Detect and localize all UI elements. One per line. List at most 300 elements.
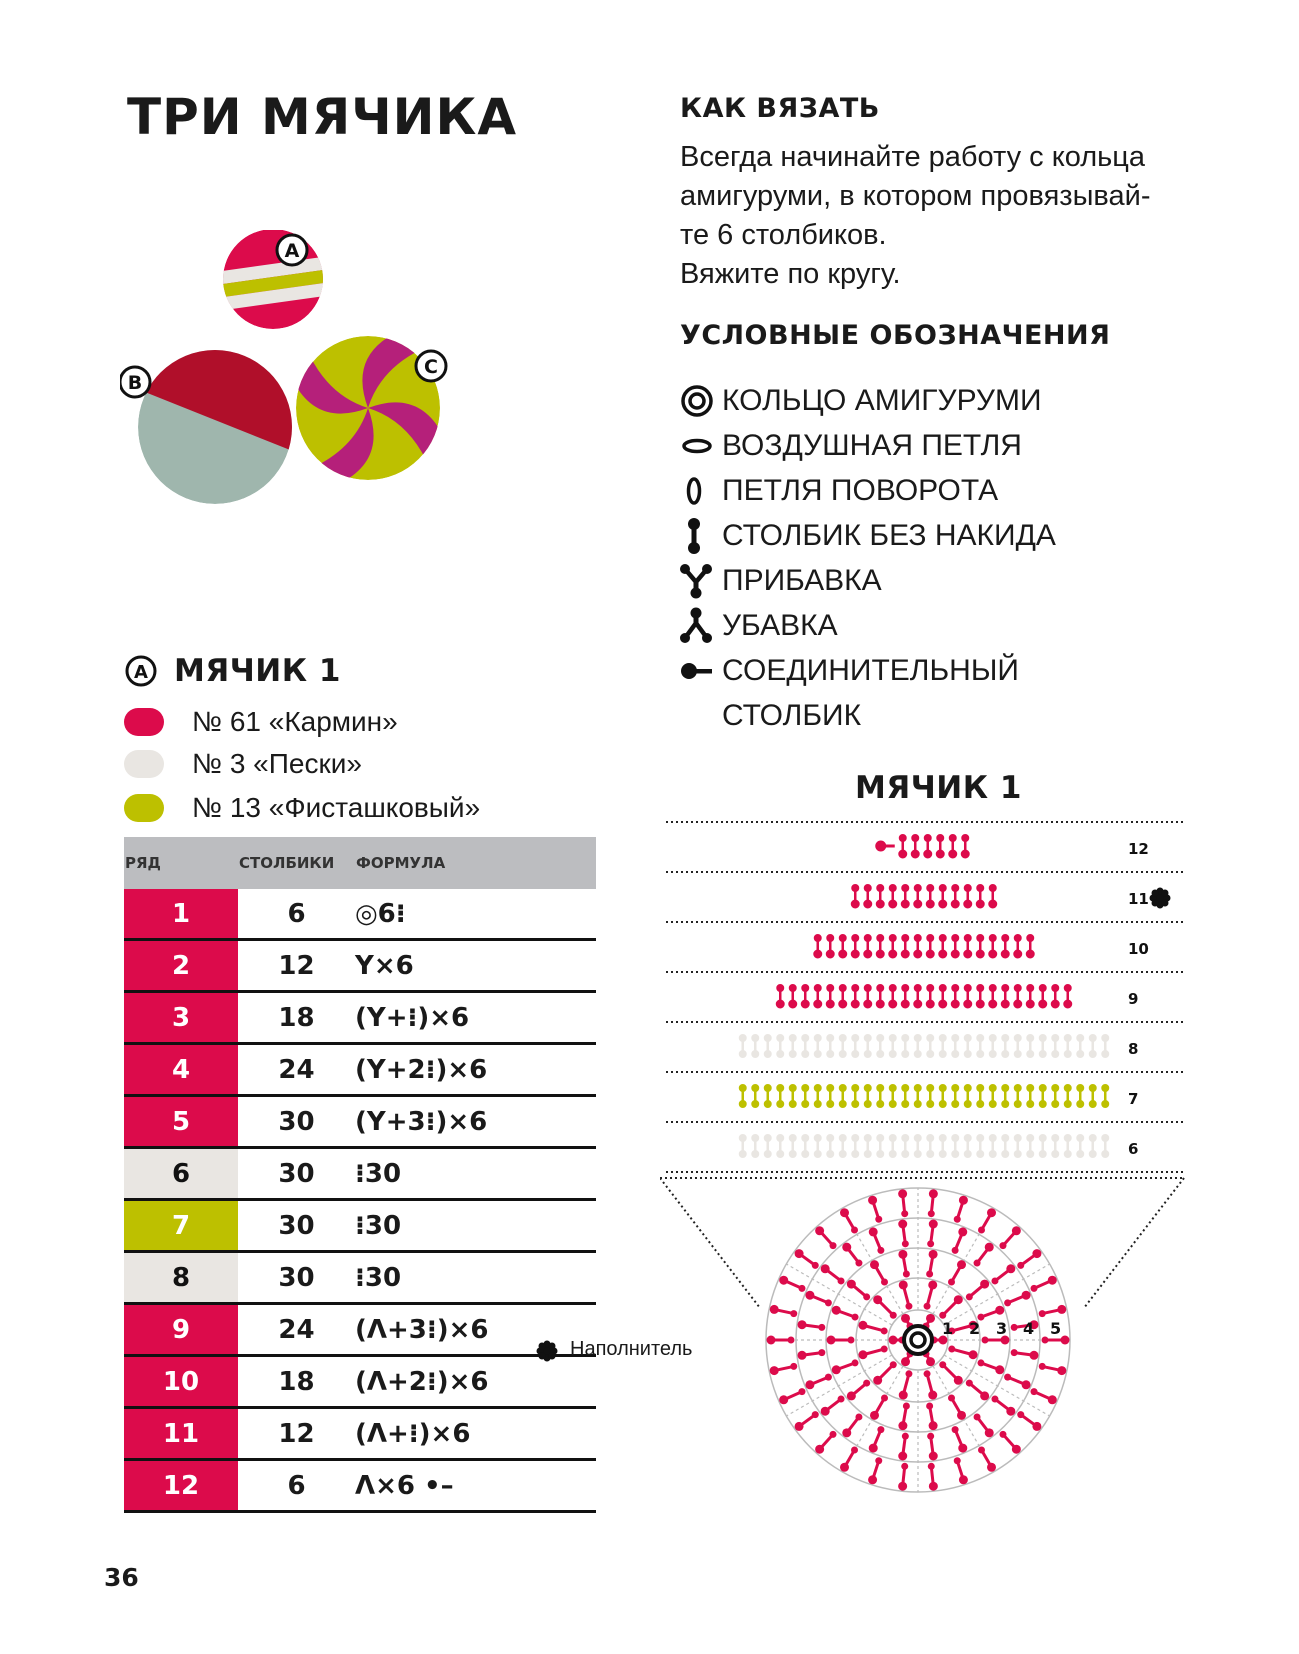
header-row: РЯД bbox=[124, 837, 238, 889]
stitch-dot bbox=[1064, 1151, 1071, 1158]
table-row bbox=[124, 1460, 596, 1512]
stitch-dot bbox=[1102, 1151, 1109, 1158]
table-row bbox=[124, 1044, 596, 1096]
pattern-table bbox=[124, 837, 596, 1513]
row-number: 9 bbox=[124, 1304, 238, 1356]
stitch-dot bbox=[902, 1051, 909, 1058]
stitch-dot bbox=[1027, 1051, 1034, 1058]
round-stitch bbox=[869, 1426, 885, 1452]
ball-a bbox=[209, 230, 343, 329]
stitch-dot bbox=[814, 1151, 821, 1158]
stitch-dot bbox=[902, 1151, 909, 1158]
badge-c-label: C bbox=[424, 356, 438, 378]
stitch-dot bbox=[801, 1000, 809, 1008]
round-stitch bbox=[821, 1264, 845, 1284]
stitch-row bbox=[876, 835, 970, 859]
stitch-dot bbox=[951, 1000, 959, 1008]
round-stitch bbox=[1031, 1388, 1057, 1404]
round-stitch bbox=[898, 1433, 909, 1461]
stitch-dot bbox=[1051, 1000, 1059, 1008]
stitch-dot bbox=[1039, 1101, 1046, 1108]
stitch-dot bbox=[926, 900, 934, 908]
how-to-line: Всегда начинайте работу с кольца bbox=[680, 141, 1146, 173]
yarn-swatch bbox=[124, 750, 164, 778]
stitch-dot bbox=[877, 1101, 884, 1108]
stitch-dot bbox=[889, 1000, 897, 1008]
badge-a-label: A bbox=[284, 240, 300, 262]
round-stitch bbox=[898, 1250, 909, 1278]
center-ring bbox=[904, 1326, 932, 1354]
yarn-swatch bbox=[124, 794, 164, 822]
slip-stitch-icon bbox=[680, 650, 722, 692]
stitch-dot bbox=[1064, 1000, 1072, 1008]
stitch-dot bbox=[939, 1151, 946, 1158]
round-stitch bbox=[978, 1446, 996, 1471]
yarn-label: № 3 «Пески» bbox=[192, 748, 362, 779]
stitch-dot bbox=[901, 900, 909, 908]
round-stitch bbox=[870, 1260, 888, 1285]
round-stitch bbox=[948, 1395, 966, 1420]
stitch-dot bbox=[977, 1051, 984, 1058]
turning-chain-icon bbox=[680, 470, 722, 512]
stitch-dot bbox=[1014, 1051, 1021, 1058]
stitch-dot bbox=[752, 1151, 759, 1158]
round-stitch bbox=[1017, 1411, 1041, 1431]
stitch-count: 30 bbox=[238, 1148, 355, 1200]
stitch-dot bbox=[911, 850, 919, 858]
round-stitch bbox=[928, 1463, 938, 1491]
stitch-row bbox=[776, 985, 1072, 1009]
round-stitch bbox=[1017, 1249, 1041, 1269]
stitch-dot bbox=[952, 1101, 959, 1108]
row-label: 6 bbox=[1128, 1140, 1139, 1158]
round-stitch bbox=[898, 1402, 909, 1430]
stitch-count: 6 bbox=[238, 1460, 355, 1512]
stitch-dot bbox=[1039, 1000, 1047, 1008]
round-stitch bbox=[974, 1243, 994, 1267]
ball1-title: МЯЧИК 1 bbox=[174, 653, 341, 689]
legend-item bbox=[680, 468, 1056, 513]
stitch-dot bbox=[827, 1051, 834, 1058]
round-stitch bbox=[798, 1320, 826, 1331]
ball1-heading bbox=[124, 653, 341, 689]
table-row bbox=[124, 992, 596, 1044]
legend-item bbox=[680, 513, 1056, 558]
header-formula: ФОРМУЛА bbox=[355, 837, 596, 889]
round-stitch bbox=[770, 1363, 798, 1375]
yarn-label: № 13 «Фисташковый» bbox=[192, 792, 481, 823]
stitch-dot bbox=[939, 950, 947, 958]
table-row bbox=[124, 1096, 596, 1148]
stitch-dot bbox=[764, 1151, 771, 1158]
stitch-dot bbox=[889, 1051, 896, 1058]
stitch-count: 6 bbox=[238, 889, 355, 940]
stitch-dot bbox=[939, 1101, 946, 1108]
round-stitch bbox=[926, 1250, 937, 1278]
formula: ⁝30 bbox=[355, 1148, 596, 1200]
stitch-dot bbox=[926, 1000, 934, 1008]
round-stitch bbox=[805, 1291, 831, 1307]
round-stitch bbox=[926, 1402, 937, 1430]
stitch-dot bbox=[1052, 1101, 1059, 1108]
round-stitch bbox=[842, 1413, 862, 1437]
stitch-dot bbox=[1027, 1101, 1034, 1108]
how-to-line: те 6 столбиков. bbox=[680, 219, 887, 251]
stitch-dot bbox=[889, 950, 897, 958]
stitch-dot bbox=[889, 1101, 896, 1108]
round-stitch bbox=[991, 1396, 1015, 1416]
stitch-dot bbox=[826, 950, 834, 958]
stitch-dot bbox=[939, 1051, 946, 1058]
round-stitch bbox=[939, 1295, 963, 1319]
stitch-dot bbox=[1089, 1051, 1096, 1058]
stitch-dot bbox=[952, 1151, 959, 1158]
stitch-count: 30 bbox=[238, 1096, 355, 1148]
round-stitch bbox=[898, 1220, 909, 1248]
formula: ⁝30 bbox=[355, 1200, 596, 1252]
balls-illustration bbox=[120, 230, 480, 530]
stitch-dot bbox=[1001, 1000, 1009, 1008]
how-to-line: амигуруми, в котором провязывай- bbox=[680, 180, 1151, 212]
stitch-dot bbox=[901, 1000, 909, 1008]
round-stitch bbox=[977, 1359, 1004, 1374]
stitch-dot bbox=[914, 1051, 921, 1058]
badge-a-icon bbox=[124, 654, 158, 688]
stitch-dot bbox=[1002, 1101, 1009, 1108]
row-label: 9 bbox=[1128, 990, 1139, 1008]
stitch-dot bbox=[827, 1101, 834, 1108]
stitch-dot bbox=[989, 1000, 997, 1008]
stitch-dot bbox=[802, 1101, 809, 1108]
stitch-row bbox=[814, 935, 1035, 959]
round-stitch bbox=[928, 1189, 938, 1217]
ring-number: 2 bbox=[969, 1319, 981, 1338]
filler-icon bbox=[536, 1340, 558, 1362]
round-stitch bbox=[899, 1370, 913, 1399]
stitch-dot bbox=[814, 1051, 821, 1058]
ring-number: 1 bbox=[942, 1319, 954, 1338]
stitch-dot bbox=[864, 1051, 871, 1058]
stitch-dot bbox=[777, 1151, 784, 1158]
round-stitch bbox=[966, 1380, 989, 1401]
round-stitch bbox=[927, 1433, 938, 1461]
stitch-dot bbox=[752, 1101, 759, 1108]
stitch-dot bbox=[852, 1151, 859, 1158]
formula: (Y+⁝)×6 bbox=[355, 992, 596, 1044]
legend-label: УБАВКА bbox=[722, 608, 838, 642]
stitch-dot bbox=[827, 1151, 834, 1158]
stitch-dot bbox=[851, 950, 859, 958]
row-label: 11 bbox=[1128, 890, 1149, 908]
stitch-dot bbox=[826, 1000, 834, 1008]
table-header bbox=[124, 837, 596, 889]
stitch-dot bbox=[964, 900, 972, 908]
stitch-dot bbox=[1002, 1151, 1009, 1158]
stitch-dot bbox=[777, 1051, 784, 1058]
ring-number: 3 bbox=[996, 1319, 1008, 1338]
round-stitch bbox=[827, 1336, 855, 1345]
stitch-dot bbox=[814, 950, 822, 958]
round-stitch bbox=[1004, 1291, 1030, 1307]
stitch-dot bbox=[989, 950, 997, 958]
stitch-dot bbox=[989, 1101, 996, 1108]
yarn-item bbox=[124, 792, 480, 824]
filler-note: Наполнитель bbox=[570, 1338, 693, 1360]
row-number: 1 bbox=[124, 889, 238, 940]
stitch-dot bbox=[764, 1101, 771, 1108]
row-number: 6 bbox=[124, 1148, 238, 1200]
stitch-dot bbox=[1064, 1051, 1071, 1058]
round-stitch bbox=[991, 1264, 1015, 1284]
stitch-dot bbox=[902, 1101, 909, 1108]
stitch-dot bbox=[924, 850, 932, 858]
round-stitch bbox=[869, 1227, 885, 1253]
diagram-title: МЯЧИК 1 bbox=[855, 770, 1022, 806]
row-label: 10 bbox=[1128, 940, 1149, 958]
legend-label: СТОЛБИК bbox=[722, 698, 862, 732]
stitch-dot bbox=[864, 950, 872, 958]
legend-item bbox=[680, 423, 1056, 468]
stitch-dot bbox=[1052, 1151, 1059, 1158]
table-row bbox=[124, 1252, 596, 1304]
stitch-dot bbox=[1052, 1051, 1059, 1058]
stitch-dot bbox=[939, 1000, 947, 1008]
stitch-dot bbox=[977, 1101, 984, 1108]
round-stitch bbox=[868, 1457, 882, 1484]
table-row bbox=[124, 940, 596, 992]
round-stitch bbox=[847, 1380, 870, 1401]
row-number: 2 bbox=[124, 940, 238, 992]
round-stitch bbox=[840, 1208, 858, 1233]
badge-b bbox=[120, 367, 150, 397]
stitch-dot bbox=[839, 1051, 846, 1058]
stitch-dot bbox=[1026, 950, 1034, 958]
stitch-count: 30 bbox=[238, 1252, 355, 1304]
stitch-dot bbox=[936, 850, 944, 858]
table-row bbox=[124, 1148, 596, 1200]
formula: (Y+2⁝)×6 bbox=[355, 1044, 596, 1096]
round-stitch bbox=[873, 1295, 897, 1319]
stitch-dot bbox=[927, 1101, 934, 1108]
svg-text:A: A bbox=[134, 662, 148, 683]
stitch-dot bbox=[914, 1151, 921, 1158]
stitch-dot bbox=[964, 1151, 971, 1158]
round-stitch bbox=[924, 1370, 938, 1399]
stitch-dot bbox=[926, 950, 934, 958]
stitch-dot bbox=[739, 1151, 746, 1158]
stitch-dot bbox=[889, 900, 897, 908]
row-number: 10 bbox=[124, 1356, 238, 1408]
stitch-dot bbox=[851, 1000, 859, 1008]
stitch-dot bbox=[1064, 1101, 1071, 1108]
stitch-dot bbox=[976, 1000, 984, 1008]
stitch-dot bbox=[964, 1101, 971, 1108]
magic-ring-icon bbox=[680, 380, 722, 422]
page-number: 36 bbox=[104, 1563, 139, 1592]
round-stitch bbox=[898, 1463, 908, 1491]
round-stitch bbox=[832, 1306, 859, 1321]
stitch-dot bbox=[864, 1151, 871, 1158]
stitch-dot bbox=[814, 1000, 822, 1008]
funnel-line-left bbox=[660, 1178, 760, 1308]
legend-item bbox=[680, 648, 1056, 693]
stitch-dot bbox=[752, 1051, 759, 1058]
single-crochet-icon bbox=[680, 515, 722, 557]
stitch-dot bbox=[839, 1000, 847, 1008]
table-row bbox=[124, 1356, 596, 1408]
round-stitch bbox=[832, 1359, 859, 1374]
legend-item bbox=[680, 378, 1056, 423]
yarn-swatch bbox=[124, 708, 164, 736]
legend-label: СОЕДИНИТЕЛЬНЫЙ bbox=[722, 653, 1019, 687]
legend-label: СТОЛБИК БЕЗ НАКИДА bbox=[722, 518, 1056, 552]
stitch-dot bbox=[1014, 1151, 1021, 1158]
stitch-dot bbox=[1039, 1151, 1046, 1158]
row-number: 11 bbox=[124, 1408, 238, 1460]
stitch-dot bbox=[951, 950, 959, 958]
round-stitch bbox=[939, 1361, 963, 1385]
stitch-dot bbox=[851, 900, 859, 908]
stitch-dot bbox=[1027, 1151, 1034, 1158]
formula: ◎6⁝ bbox=[355, 889, 596, 940]
stitch-dot bbox=[989, 900, 997, 908]
stitch-row bbox=[739, 1035, 1109, 1058]
round-stitch bbox=[1039, 1363, 1067, 1375]
funnel-line-right bbox=[1084, 1178, 1184, 1308]
round-stitch bbox=[847, 1280, 870, 1301]
stitch-dot bbox=[864, 900, 872, 908]
round-stitch bbox=[868, 1196, 882, 1223]
round-stitch bbox=[952, 1426, 968, 1452]
stitch-dot bbox=[1089, 1151, 1096, 1158]
stitch-count: 18 bbox=[238, 1356, 355, 1408]
round-stitch bbox=[840, 1446, 858, 1471]
row-label: 7 bbox=[1128, 1090, 1139, 1108]
formula: Λ×6 •– bbox=[355, 1460, 596, 1512]
filler-icon bbox=[1150, 888, 1171, 909]
stitch-dot bbox=[789, 1051, 796, 1058]
stitch-count: 18 bbox=[238, 992, 355, 1044]
round-stitch bbox=[899, 1280, 913, 1309]
stitch-count: 30 bbox=[238, 1200, 355, 1252]
round-stitch bbox=[948, 1346, 977, 1360]
how-to-text bbox=[680, 138, 1240, 294]
stitch-dot bbox=[1077, 1101, 1084, 1108]
round-stitch bbox=[1011, 1349, 1039, 1360]
stitch-dot bbox=[914, 1000, 922, 1008]
row-label: 8 bbox=[1128, 1040, 1139, 1058]
ring-number: 5 bbox=[1050, 1319, 1062, 1338]
round-stitch bbox=[974, 1413, 994, 1437]
stitch-dot bbox=[989, 1151, 996, 1158]
ball-b bbox=[120, 330, 320, 504]
formula: ⁝30 bbox=[355, 1252, 596, 1304]
round-stitch bbox=[927, 1220, 938, 1248]
table-row bbox=[124, 1408, 596, 1460]
round-stitch bbox=[1004, 1374, 1030, 1390]
stitch-dot bbox=[764, 1051, 771, 1058]
stitch-dot bbox=[789, 1000, 797, 1008]
round-stitch bbox=[795, 1411, 819, 1431]
stitch-dot bbox=[949, 850, 957, 858]
round-stitch bbox=[873, 1361, 897, 1385]
round-stitch bbox=[770, 1305, 798, 1317]
stitch-row bbox=[739, 1085, 1109, 1108]
round-stitch bbox=[815, 1431, 836, 1454]
round-stitch bbox=[999, 1431, 1020, 1454]
chain-icon bbox=[680, 425, 722, 467]
stitch-dot bbox=[864, 1000, 872, 1008]
row-number: 4 bbox=[124, 1044, 238, 1096]
table-body bbox=[124, 889, 596, 1512]
stitch-dot bbox=[876, 900, 884, 908]
stitch-dot bbox=[951, 900, 959, 908]
round-stitch bbox=[805, 1374, 831, 1390]
stitch-dot bbox=[914, 900, 922, 908]
stitch-dot bbox=[1001, 950, 1009, 958]
stitch-dot bbox=[877, 1151, 884, 1158]
legend-item bbox=[680, 693, 1056, 738]
stitch-dot bbox=[976, 900, 984, 908]
stitch-dot bbox=[901, 950, 909, 958]
stitch-dot bbox=[1077, 1151, 1084, 1158]
yarn-item bbox=[124, 748, 362, 780]
round-stitch bbox=[858, 1346, 887, 1360]
stitch-count: 24 bbox=[238, 1304, 355, 1356]
stitch-count: 12 bbox=[238, 1408, 355, 1460]
row-number: 5 bbox=[124, 1096, 238, 1148]
yarn-label: № 61 «Кармин» bbox=[192, 706, 398, 737]
stitch-dot bbox=[1014, 1000, 1022, 1008]
page-title: ТРИ МЯЧИКА bbox=[127, 88, 518, 146]
round-stitch bbox=[798, 1349, 826, 1360]
stitch-dot bbox=[1026, 1000, 1034, 1008]
formula: (Y+3⁝)×6 bbox=[355, 1096, 596, 1148]
round-stitch bbox=[978, 1208, 996, 1233]
stitch-dot bbox=[977, 1151, 984, 1158]
legend-label: ПЕТЛЯ ПОВОРОТА bbox=[722, 473, 999, 507]
stitch-dot bbox=[739, 1051, 746, 1058]
badge-b-label: B bbox=[127, 372, 143, 394]
stitch-dot bbox=[877, 1051, 884, 1058]
stitch-count: 24 bbox=[238, 1044, 355, 1096]
round-stitch bbox=[815, 1226, 836, 1249]
stitch-dot bbox=[852, 1101, 859, 1108]
row-number: 8 bbox=[124, 1252, 238, 1304]
round-stitch bbox=[842, 1243, 862, 1267]
round-stitch bbox=[779, 1388, 805, 1404]
stitch-dot bbox=[864, 1101, 871, 1108]
legend-heading: УСЛОВНЫЕ ОБОЗНАЧЕНИЯ bbox=[680, 320, 1111, 351]
stitch-dot bbox=[964, 1000, 972, 1008]
stitch-dot bbox=[777, 1101, 784, 1108]
formula: (Λ+2⁝)×6 bbox=[355, 1356, 596, 1408]
table-row bbox=[124, 1304, 596, 1356]
how-to-heading: КАК ВЯЗАТЬ bbox=[680, 93, 880, 124]
stitch-dot bbox=[789, 1101, 796, 1108]
round-stitch bbox=[767, 1336, 795, 1345]
stitch-dot bbox=[927, 1151, 934, 1158]
table-row bbox=[124, 889, 596, 940]
badge-c bbox=[416, 351, 446, 381]
stitch-dot bbox=[876, 1000, 884, 1008]
row-number: 7 bbox=[124, 1200, 238, 1252]
header-stitches: СТОЛБИКИ bbox=[238, 837, 355, 889]
stitch-row bbox=[739, 1135, 1109, 1158]
stitch-dot bbox=[839, 1101, 846, 1108]
legend-label: ВОЗДУШНАЯ ПЕТЛЯ bbox=[722, 428, 1022, 462]
round-stitch bbox=[1031, 1276, 1057, 1292]
